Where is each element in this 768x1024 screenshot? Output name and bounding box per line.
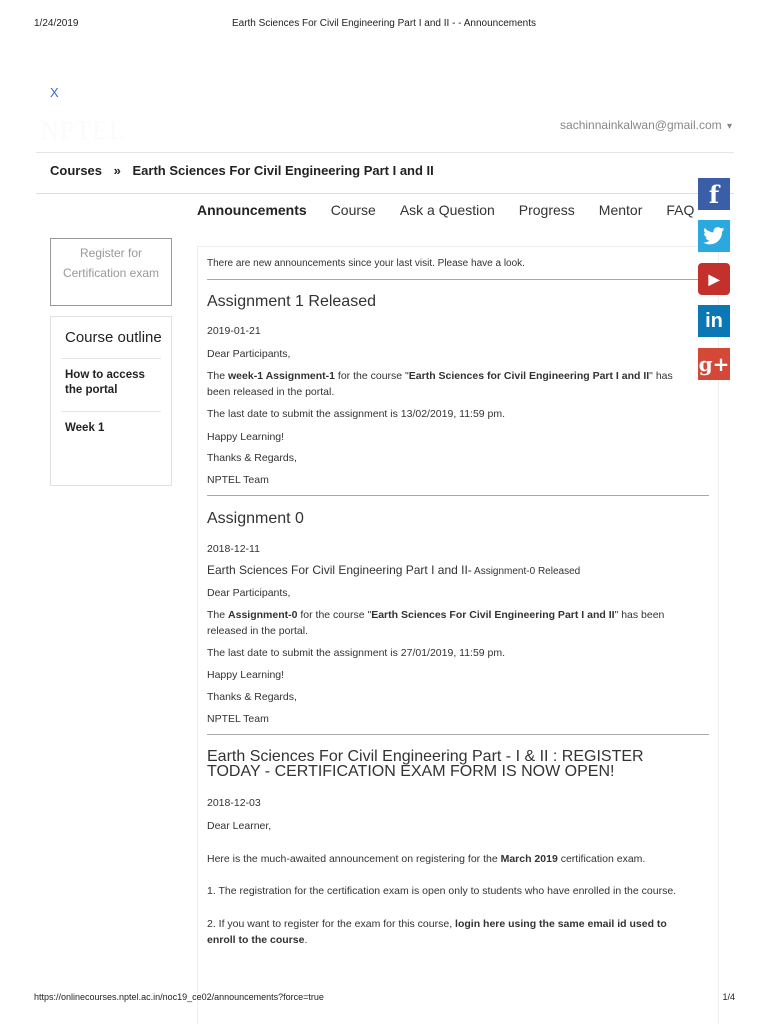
breadcrumb-course[interactable]: Earth Sciences For Civil Engineering Part I and II bbox=[132, 163, 434, 178]
youtube-icon[interactable]: ▶ bbox=[698, 263, 730, 295]
announcement-title: Assignment 1 Released bbox=[207, 293, 376, 310]
breadcrumb-separator: » bbox=[113, 163, 121, 178]
announcement-greeting: Dear Participants, bbox=[207, 348, 291, 360]
announcement-deadline: The last date to submit the assignment is 13/02/2019, 11:59 pm. bbox=[207, 408, 506, 420]
breadcrumb-courses-link[interactable]: Courses bbox=[50, 163, 103, 178]
tab-announcements[interactable]: Announcements bbox=[197, 202, 307, 218]
announcement-regards: Thanks & Regards, bbox=[207, 691, 297, 703]
breadcrumb bbox=[50, 163, 434, 178]
close-button[interactable]: X bbox=[50, 85, 59, 100]
course-outline-title: Course outline bbox=[65, 329, 162, 346]
tab-course[interactable]: Course bbox=[330, 202, 376, 218]
print-url: https://onlinecourses.nptel.ac.in/noc19_ce02/announcements?force=true bbox=[34, 992, 324, 1002]
user-email: sachinnainkalwan@gmail.com bbox=[560, 118, 722, 132]
announcement-title: Assignment 0 bbox=[207, 510, 304, 527]
print-date: 1/24/2019 bbox=[34, 18, 79, 29]
announcement-closing: Happy Learning! bbox=[207, 431, 285, 443]
announcement-signature: NPTEL Team bbox=[207, 474, 269, 486]
announcement-closing: Happy Learning! bbox=[207, 669, 285, 681]
twitter-icon[interactable] bbox=[698, 220, 730, 252]
announcement-list-item: 1. The registration for the certification exam is open only to students who have enrolled in the course. bbox=[207, 885, 677, 897]
course-outline bbox=[50, 316, 172, 486]
tab-ask-question[interactable]: Ask a Question bbox=[399, 202, 495, 218]
announcement-body: The week-1 Assignment-1 for the course "Earth Sciences for Civil Engineering Part I and II" has been released in the portal. bbox=[207, 370, 673, 398]
facebook-icon[interactable]: f bbox=[698, 178, 730, 210]
divider bbox=[207, 495, 709, 496]
announcement-date: 2018-12-11 bbox=[207, 543, 260, 555]
print-page-number: 1/4 bbox=[722, 992, 735, 1002]
chevron-down-icon: ▾ bbox=[726, 121, 732, 132]
twitter-bird-icon bbox=[703, 227, 725, 245]
outline-item-week-1[interactable]: Week 1 bbox=[65, 422, 105, 434]
divider bbox=[36, 152, 734, 153]
course-tabs bbox=[197, 202, 718, 218]
tab-progress[interactable]: Progress bbox=[518, 202, 575, 218]
announcement-title: Earth Sciences For Civil Engineering Part - I & II : REGISTER TODAY - CERTIFICATION EXAM FORM IS NOW OPEN! bbox=[207, 748, 644, 780]
login-link[interactable]: login here using the same email id used to enroll to the course bbox=[207, 918, 667, 946]
user-menu[interactable] bbox=[560, 118, 732, 132]
divider bbox=[207, 279, 709, 280]
register-certification-button[interactable]: Register for Certification exam bbox=[50, 238, 172, 306]
announcement-greeting: Dear Learner, bbox=[207, 820, 272, 832]
print-title: Earth Sciences For Civil Engineering Part I and II - - Announcements bbox=[231, 18, 537, 29]
announcement-body: The Assignment-0 for the course "Earth Sciences For Civil Engineering Part I and II" has been released in the portal. bbox=[207, 609, 665, 637]
announcement-subtitle: Earth Sciences For Civil Engineering Part I and II- Assignment-0 Released bbox=[207, 563, 581, 577]
linkedin-icon[interactable]: in bbox=[698, 305, 730, 337]
outline-item-portal[interactable]: How to access the portal bbox=[65, 369, 145, 396]
nptel-logo[interactable]: NPTEL bbox=[40, 116, 126, 145]
google-plus-icon[interactable]: g+ bbox=[698, 348, 730, 380]
announcement-regards: Thanks & Regards, bbox=[207, 452, 297, 464]
divider bbox=[207, 734, 709, 735]
tab-faq[interactable]: FAQ bbox=[666, 202, 695, 218]
tab-mentor[interactable]: Mentor bbox=[598, 202, 643, 218]
announcement-date: 2019-01-21 bbox=[207, 325, 261, 337]
announcement-greeting: Dear Participants, bbox=[207, 587, 291, 599]
new-announcements-notice: There are new announcements since your last visit. Please have a look. bbox=[207, 258, 525, 269]
announcement-paragraph: Here is the much-awaited announcement on registering for the March 2019 certification exam. bbox=[207, 853, 646, 865]
announcement-signature: NPTEL Team bbox=[207, 713, 269, 725]
announcement-list-item: 2. If you want to register for the exam for this course, login here using the same email id used to enroll to the course. bbox=[207, 918, 667, 946]
divider bbox=[36, 193, 734, 194]
announcement-deadline: The last date to submit the assignment is 27/01/2019, 11:59 pm. bbox=[207, 647, 506, 659]
announcement-date: 2018-12-03 bbox=[207, 797, 261, 809]
